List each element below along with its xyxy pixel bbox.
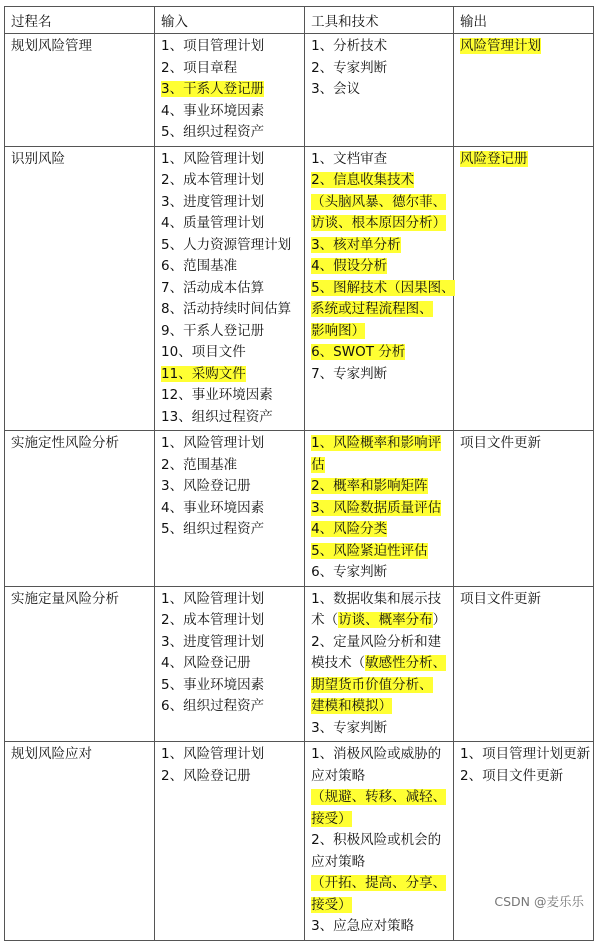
input-item-text: 3、进度管理计划: [161, 633, 265, 650]
process-name-cell: [5, 586, 155, 742]
tool-item-text: 2、信息收集技术: [311, 172, 415, 188]
input-item-text: 5、组织过程资产: [161, 521, 265, 537]
tool-item-text: 影响图）: [311, 322, 366, 339]
input-item-text: 5、组织过程资产: [161, 124, 265, 140]
tools-cell: [305, 586, 454, 742]
tool-item: [311, 149, 448, 171]
input-item-text: 2、风险登记册: [161, 767, 251, 784]
tool-item: [311, 364, 448, 386]
process-name-cell: [5, 431, 155, 587]
tool-item: [311, 589, 448, 611]
process-name-cell: [5, 146, 155, 431]
table-row: [5, 146, 594, 431]
tools-cell: [305, 146, 454, 431]
credit-label: CSDN @麦乐乐: [494, 894, 584, 909]
output-item: [460, 36, 588, 58]
input-item-text: 2、项目章程: [161, 59, 238, 76]
tool-item: [311, 852, 448, 874]
input-item-text: 1、风险管理计划: [161, 435, 265, 451]
tool-item-text: 1、分析技术: [311, 38, 388, 54]
input-item: [161, 455, 299, 477]
process-name-cell: [5, 742, 155, 941]
input-item-text: 4、质量管理计划: [161, 215, 265, 231]
inputs-cell: [155, 742, 305, 941]
table-header-row: [5, 7, 594, 34]
input-item-text: 3、干系人登记册: [161, 81, 265, 97]
tool-item-text: 1、风险概率和影响评: [311, 435, 442, 451]
tool-item: [311, 653, 448, 675]
process-name: 规划风险管理: [11, 38, 92, 54]
tool-item: [311, 476, 448, 498]
outputs-cell: [454, 34, 594, 147]
tool-item: [311, 675, 448, 697]
tool-item: [311, 321, 448, 343]
input-item: [161, 519, 299, 541]
output-item: [460, 766, 588, 788]
tool-item: [311, 170, 448, 192]
tool-item: [311, 610, 448, 632]
tool-item: [311, 256, 448, 278]
header-inputs: 输入: [155, 7, 305, 34]
input-item: [161, 149, 299, 171]
tool-item-text: 3、核对单分析: [311, 236, 401, 253]
output-item: [460, 433, 588, 455]
tool-item: [311, 213, 448, 235]
input-item-text: 10、项目文件: [161, 344, 246, 360]
tool-item: [311, 299, 448, 321]
tool-item-text: （头脑风暴、德尔菲、: [311, 193, 447, 210]
input-item-text: 2、成本管理计划: [161, 172, 265, 188]
input-item-text: 1、风险管理计划: [161, 746, 265, 762]
tool-item-text: 6、专家判断: [311, 564, 388, 580]
tools-cell: [305, 742, 454, 941]
tool-item: [311, 342, 448, 364]
tool-item-part: 建模和模拟）: [311, 698, 393, 714]
tool-item-part: 访谈、概率分布: [338, 612, 433, 628]
input-item: [161, 299, 299, 321]
input-item: [161, 122, 299, 144]
process-name: 规划风险应对: [11, 746, 92, 762]
output-item: [460, 589, 588, 611]
input-item: [161, 589, 299, 611]
output-item: [460, 744, 591, 766]
inputs-cell: [155, 146, 305, 431]
input-item-text: 7、活动成本估算: [161, 279, 265, 296]
tool-item-part: 期望货币价值分析、: [311, 676, 433, 693]
input-item: [161, 342, 299, 364]
input-item-text: 11、采购文件: [161, 365, 246, 382]
input-item-text: 3、进度管理计划: [161, 193, 265, 210]
header-tools: 工具和技术: [305, 7, 454, 34]
tool-item: [311, 278, 455, 300]
table-row: [5, 742, 594, 941]
tool-item: [311, 787, 448, 809]
input-item: [161, 433, 299, 455]
input-item: [161, 79, 299, 101]
tool-item-text: 接受）: [311, 810, 352, 827]
tool-item-text: 5、图解技术（因果图、: [311, 279, 455, 296]
process-name: 识别风险: [11, 150, 65, 167]
input-item-text: 1、风险管理计划: [161, 150, 265, 167]
tools-cell: [305, 431, 454, 587]
input-item: [161, 610, 299, 632]
header-process: 过程名: [5, 7, 155, 34]
input-item-text: 13、组织过程资产: [161, 408, 273, 425]
tool-item: [311, 696, 448, 718]
input-item-text: 6、组织过程资产: [161, 698, 265, 714]
input-item: [161, 36, 299, 58]
tool-item-text: 7、专家判断: [311, 365, 388, 382]
risk-process-table: [4, 6, 594, 941]
input-item: [161, 675, 299, 697]
tool-item: [311, 455, 448, 477]
input-item-text: 1、风险管理计划: [161, 590, 265, 607]
input-item-text: 4、事业环境因素: [161, 499, 265, 516]
tool-item-text: （规避、转移、减轻、: [311, 789, 447, 805]
inputs-cell: [155, 586, 305, 742]
tool-item-text: （开拓、提高、分享、: [311, 875, 447, 891]
tool-item-text: 3、应急应对策略: [311, 918, 415, 934]
tool-item: [311, 718, 448, 740]
input-item-text: 4、风险登记册: [161, 655, 251, 671]
tool-item-text: 2、专家判断: [311, 59, 388, 76]
tool-item-text: 1、文档审查: [311, 150, 388, 167]
input-item: [161, 498, 299, 520]
tool-item: [311, 562, 448, 584]
input-item: [161, 321, 299, 343]
output-item-text: 2、项目文件更新: [460, 767, 564, 784]
tool-item: [311, 895, 448, 917]
tool-item-part: 1、数据收集和展示技: [311, 590, 442, 607]
tool-item: [311, 36, 448, 58]
output-item: [460, 149, 588, 171]
input-item: [161, 213, 299, 235]
outputs-cell: [454, 431, 594, 587]
tool-item: [311, 541, 448, 563]
tool-item: [311, 766, 448, 788]
tools-cell: [305, 34, 454, 147]
outputs-cell: [454, 146, 594, 431]
header-outputs: 输出: [454, 7, 594, 34]
tool-item: [311, 235, 448, 257]
tool-item-text: 应对策略: [311, 853, 366, 870]
output-item-text: 风险管理计划: [460, 38, 542, 54]
tool-item-text: 5、风险紧迫性评估: [311, 542, 428, 559]
input-item: [161, 278, 299, 300]
input-item-text: 12、事业环境因素: [161, 387, 273, 403]
tool-item: [311, 498, 448, 520]
process-name-cell: [5, 34, 155, 147]
tool-item-text: 估: [311, 456, 325, 473]
tool-item-text: 6、SWOT 分析: [311, 344, 406, 360]
tool-item: [311, 632, 448, 654]
tool-item-part: 2、定量风险分析和建: [311, 633, 442, 650]
input-item-text: 9、干系人登记册: [161, 322, 265, 339]
process-name: 实施定性风险分析: [11, 435, 119, 451]
tool-item-part: 敏感性分析、: [365, 655, 447, 671]
table-row: [5, 34, 594, 147]
tool-item-text: 接受）: [311, 896, 352, 913]
tool-item-text: 4、假设分析: [311, 258, 388, 274]
input-item-text: 8、活动持续时间估算: [161, 301, 292, 317]
tool-item: [311, 744, 448, 766]
inputs-cell: [155, 34, 305, 147]
input-item-text: 3、风险登记册: [161, 478, 251, 494]
input-item: [161, 476, 299, 498]
tool-item-text: 1、消极风险或威胁的: [311, 746, 442, 762]
inputs-cell: [155, 431, 305, 587]
tool-item-text: 访谈、根本原因分析）: [311, 215, 447, 231]
input-item: [161, 653, 299, 675]
tool-item-text: 应对策略: [311, 767, 366, 784]
tool-item-part: 模技术（: [311, 655, 366, 671]
tool-item: [311, 58, 448, 80]
tool-item: [311, 192, 448, 214]
output-item-text: 项目文件更新: [460, 590, 542, 607]
input-item-text: 1、项目管理计划: [161, 38, 265, 54]
tool-item: [311, 433, 448, 455]
tool-item-part: 3、专家判断: [311, 719, 388, 736]
input-item-text: 5、事业环境因素: [161, 676, 265, 693]
input-item: [161, 632, 299, 654]
tool-item: [311, 873, 448, 895]
tool-item: [311, 809, 448, 831]
tool-item: [311, 830, 448, 852]
outputs-cell: [454, 586, 594, 742]
table-row: [5, 431, 594, 587]
input-item: [161, 696, 299, 718]
tool-item: [311, 79, 448, 101]
input-item: [161, 58, 299, 80]
tool-item-part: ）: [432, 612, 447, 628]
tool-item-text: 4、风险分类: [311, 521, 388, 537]
input-item: [161, 766, 299, 788]
input-item: [161, 235, 299, 257]
input-item-text: 6、范围基准: [161, 258, 238, 274]
input-item: [161, 744, 299, 766]
tool-item-text: 系统或过程流程图、: [311, 301, 433, 317]
output-item-text: 风险登记册: [460, 150, 528, 167]
process-name: 实施定量风险分析: [11, 590, 119, 607]
input-item-text: 2、范围基准: [161, 456, 238, 473]
input-item: [161, 385, 299, 407]
tool-item-text: 2、概率和影响矩阵: [311, 478, 428, 494]
input-item: [161, 364, 299, 386]
input-item-text: 2、成本管理计划: [161, 612, 265, 628]
output-item-text: 项目文件更新: [460, 435, 542, 451]
input-item-text: 5、人力资源管理计划: [161, 236, 292, 253]
outputs-cell: [454, 742, 594, 941]
tool-item: [311, 916, 448, 938]
tool-item-part: 术（: [311, 612, 339, 628]
input-item: [161, 192, 299, 214]
input-item: [161, 256, 299, 278]
tool-item-text: 3、会议: [311, 81, 361, 97]
table-row: [5, 586, 594, 742]
output-item-text: 1、项目管理计划更新: [460, 746, 591, 762]
input-item: [161, 170, 299, 192]
tool-item-text: 3、风险数据质量评估: [311, 499, 442, 516]
tool-item-text: 2、积极风险或机会的: [311, 832, 442, 848]
tool-item: [311, 519, 448, 541]
input-item-text: 4、事业环境因素: [161, 102, 265, 119]
input-item: [161, 101, 299, 123]
input-item: [161, 407, 299, 429]
